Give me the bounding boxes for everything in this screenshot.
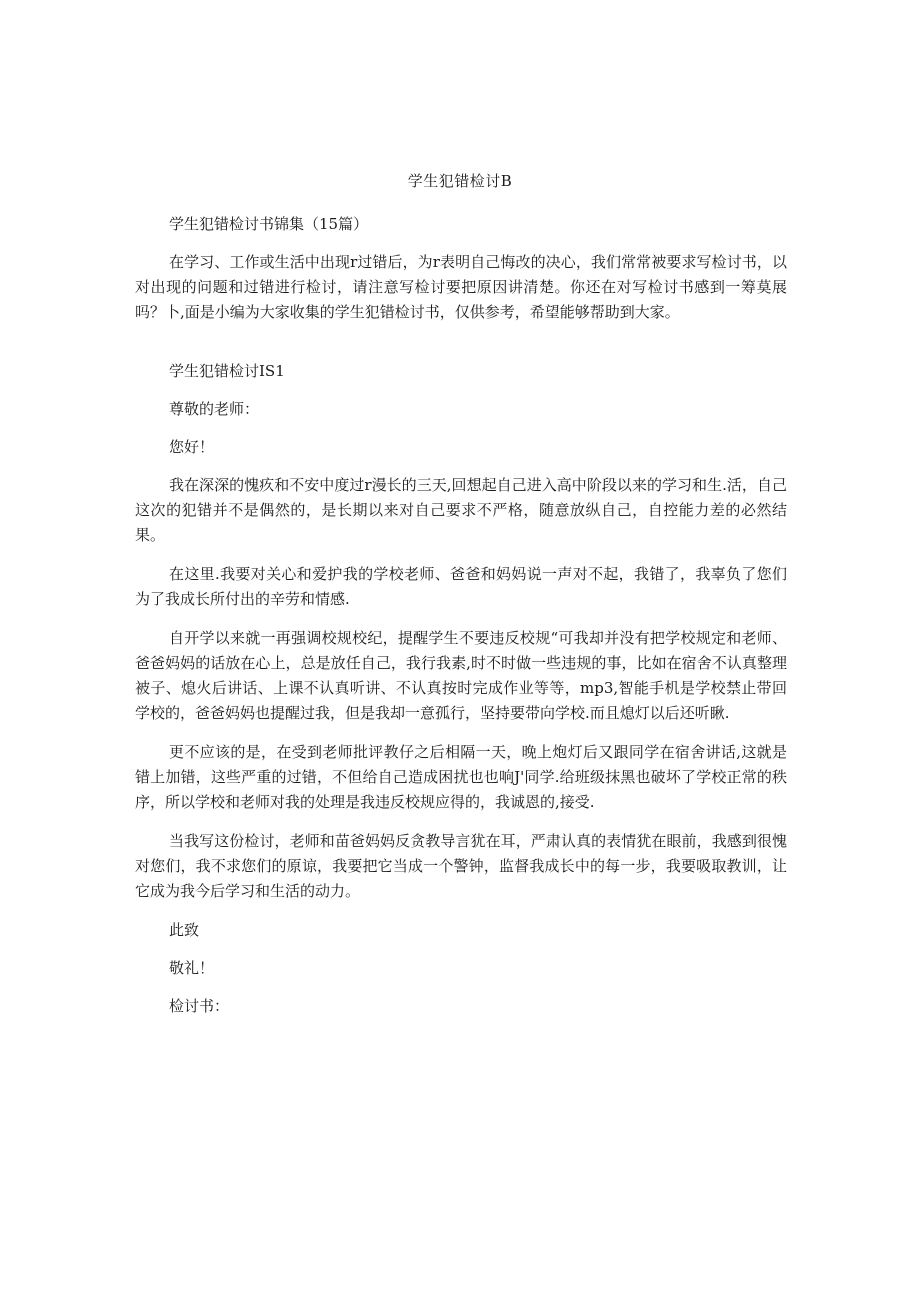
document-title: 学生犯错检讨B — [407, 172, 513, 190]
salutation: 尊敬的老师： — [169, 400, 260, 418]
intro-paragraph: 在学习、工作或生活中出现r过错后，为r表明自己悔改的决心，我们常常被要求写检讨书，以对出现的问题和过错进行检讨，请注意写检讨要把原因讲清楚。你还在对写检讨书感到一筹莫展吗？卜,面是小编为大家收集的学生犯错检讨书，仅供参考，希望能够帮助到大家。 — [135, 253, 787, 321]
body-paragraph: 自开学以来就一再强调校规校纪，提醒学生不要违反校规“可我却并没有把学校规定和老师、爸爸妈妈的话放在心上，总是放任自己，我行我素,时不时做一些违规的事，比如在宿舍不认真整理被子、熄火后讲话、上课不认真听讲、不认真按时完成作业等等，mp3,智能手机是学校禁止带回学校的，爸爸妈妈也提醒过我，但是我却一意孤行，坚持要带向学校.而且熄灯以后还听瞅. — [135, 629, 787, 722]
body-paragraph: 更不应该的是，在受到老师批评教仔之后相隔一天，晚上炮灯后又跟同学在宿舍讲话,这就是错上加错，这些严重的过错，不但给自己造成困扰也也响J'同学.给班级抹黑也破坏了学校正常的秩序，所以学校和老师对我的处理是我违反校规应得的，我诚恩的,接受. — [135, 743, 787, 811]
greeting: 您好！ — [169, 438, 215, 456]
document-body — [135, 212, 787, 1018]
signature-label: 检讨书： — [169, 997, 230, 1015]
closing-salute: 敬礼！ — [169, 959, 215, 977]
body-paragraph: 当我写这份检讨，老师和苗爸妈妈反贪教导言犹在耳，严肃认真的表情犹在眼前，我感到很愧对您们，我不求您们的原谅，我要把它当成一个警钟，监督我成长中的每一步，我要吸取教训，让它成为我今后学习和生活的动力。 — [135, 832, 787, 900]
body-paragraph: 我在深深的愧疚和不安中度过r漫长的三天,回想起自己进入高中阶段以来的学习和生.活，自己这次的犯错并不是偶然的，是长期以来对自己要求不严格，随意放纵自己，自控能力差的必然结果。 — [135, 476, 787, 544]
document-subtitle: 学生犯错检讨书锦集（15篇） — [169, 215, 369, 233]
closing-line: 此致 — [169, 921, 200, 939]
section-heading: 学生犯错检讨IS1 — [169, 362, 285, 380]
body-paragraph: 在这里.我要对关心和爱护我的学校老师、爸爸和妈妈说一声对不起，我错了，我辜负了您们为了我成长所付出的辛劳和情感. — [135, 565, 787, 608]
